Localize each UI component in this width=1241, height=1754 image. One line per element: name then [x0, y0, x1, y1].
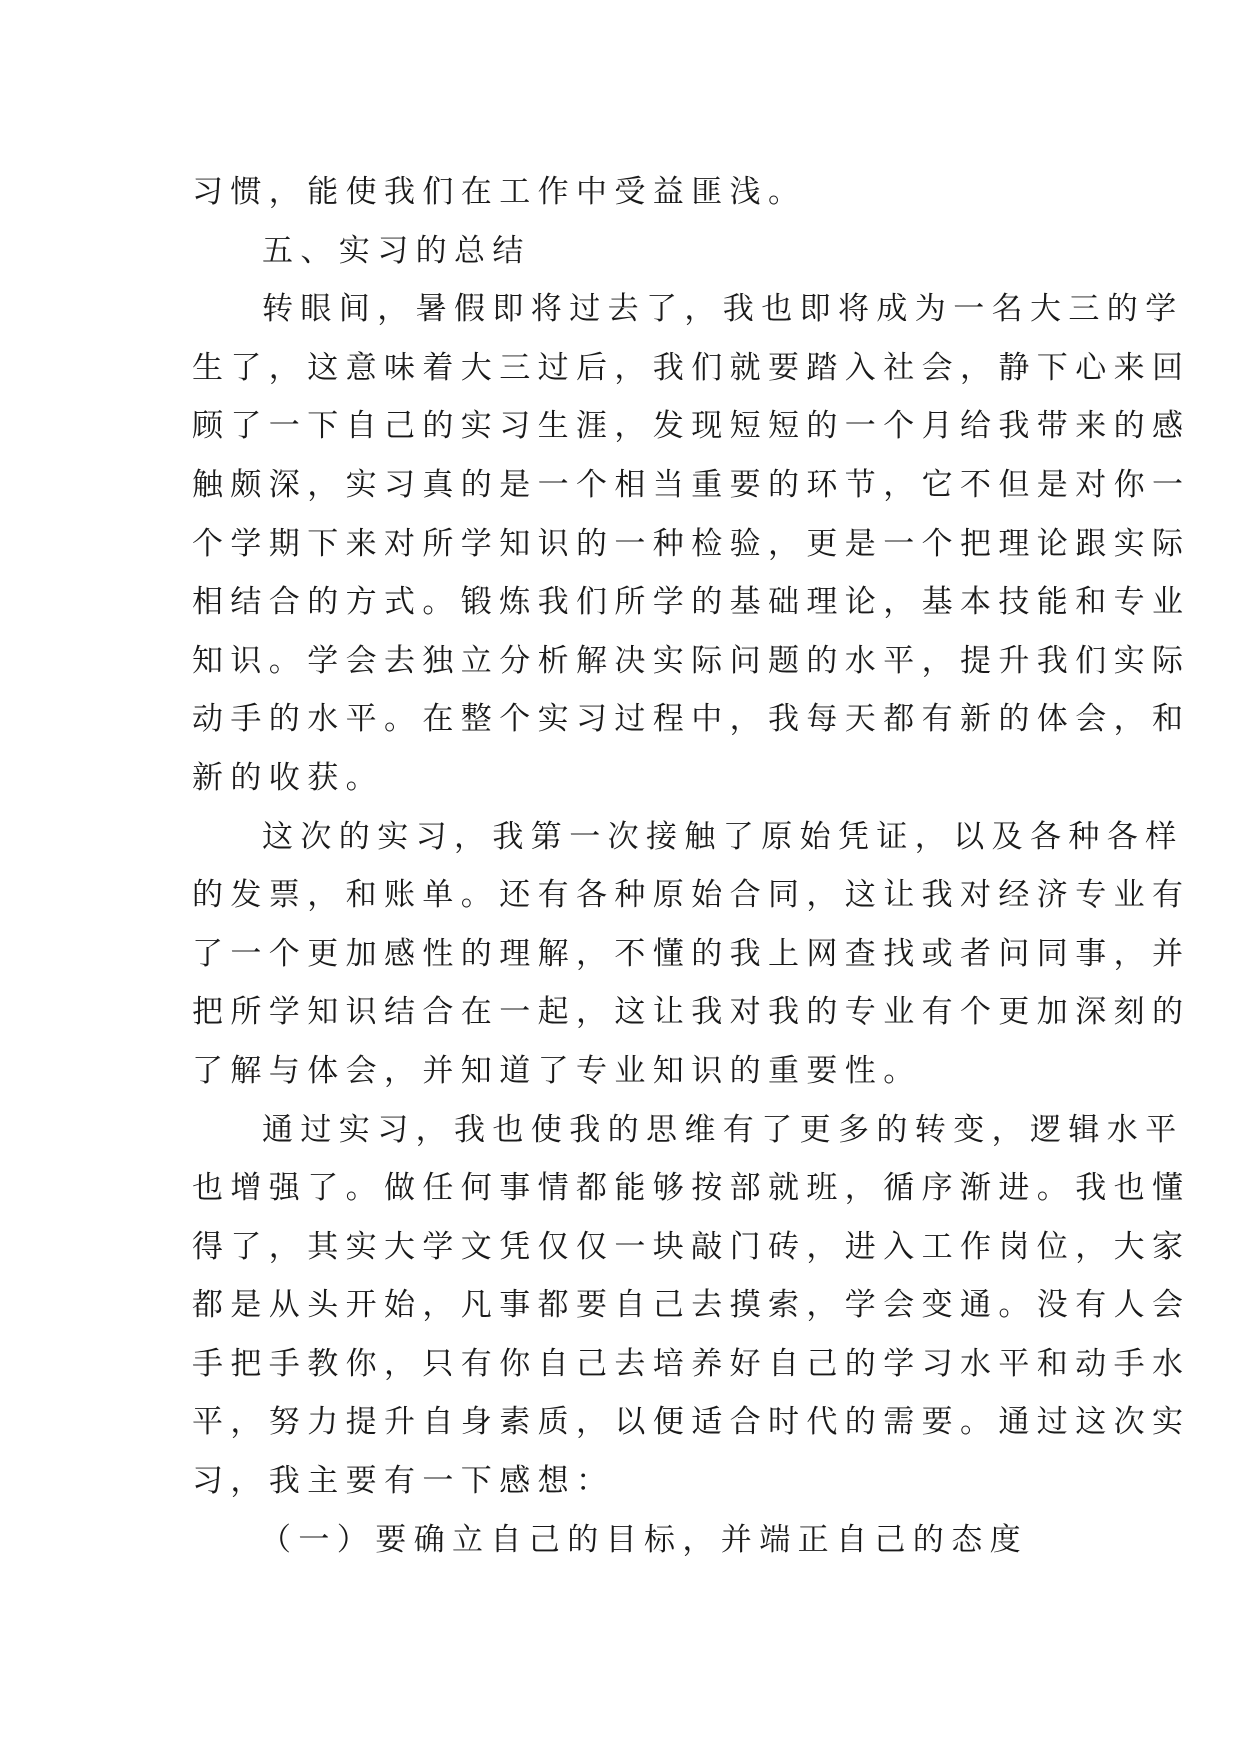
- text-line: 也增强了。做任何事情都能够按部就班，循序渐进。我也懂: [192, 1170, 1191, 1207]
- section-heading: [192, 222, 1052, 281]
- text-line: 习惯，能使我们在工作中受益匪浅。: [192, 174, 807, 210]
- text-line: 了一个更加感性的理解，不懂的我上网查找或者问同事，并: [192, 935, 1191, 972]
- text-line: 动手的水平。在整个实习过程中，我每天都有新的体会，和: [192, 701, 1191, 738]
- text-line: 相结合的方式。锻炼我们所学的基础理论，基本技能和专业: [192, 584, 1191, 621]
- text-line: 这次的实习，我第一次接触了原始凭证，以及各种各样: [262, 818, 1184, 855]
- text-line: 转眼间，暑假即将过去了，我也即将成为一名大三的学: [262, 291, 1184, 328]
- subsection-heading: [192, 1511, 1052, 1570]
- text-line: 手把手教你，只有你自己去培养好自己的学习水平和动手水: [192, 1345, 1191, 1382]
- text-line: 平，努力提升自身素质，以便适合时代的需要。通过这次实: [192, 1404, 1191, 1441]
- text-line: 通过实习，我也使我的思维有了更多的转变，逻辑水平: [262, 1111, 1184, 1148]
- text-line: 都是从头开始，凡事都要自己去摸索，学会变通。没有人会: [192, 1287, 1191, 1324]
- paragraph-continuation: [192, 163, 1052, 222]
- subsection-heading-text: （一）要确立自己的目标，并端正自己的态度: [260, 1521, 1028, 1558]
- section-heading-text: 五、实习的总结: [262, 232, 531, 269]
- text-line: 个学期下来对所学知识的一种检验，更是一个把理论跟实际: [192, 525, 1191, 562]
- text-line: 知识。学会去独立分析解决实际问题的水平，提升我们实际: [192, 642, 1191, 679]
- text-line: 新的收获。: [192, 759, 384, 796]
- text-line: 触颇深，实习真的是一个相当重要的环节，它不但是对你一: [192, 466, 1191, 503]
- text-line: 得了，其实大学文凭仅仅一块敲门砖，进入工作岗位，大家: [192, 1228, 1191, 1265]
- paragraph: [192, 808, 1191, 1101]
- text-line: 顾了一下自己的实习生涯，发现短短的一个月给我带来的感: [192, 408, 1191, 445]
- text-line: 了解与体会，并知道了专业知识的重要性。: [192, 1052, 922, 1089]
- paragraph: [192, 280, 1191, 807]
- text-line: 的发票，和账单。还有各种原始合同，这让我对经济专业有: [192, 877, 1191, 914]
- text-line: 习，我主要有一下感想：: [192, 1463, 615, 1500]
- text-line: 把所学知识结合在一起，这让我对我的专业有个更加深刻的: [192, 994, 1191, 1031]
- document-body: [192, 163, 1191, 1569]
- text-line: 生了，这意味着大三过后，我们就要踏入社会，静下心来回: [192, 349, 1191, 386]
- paragraph: [192, 1101, 1191, 1511]
